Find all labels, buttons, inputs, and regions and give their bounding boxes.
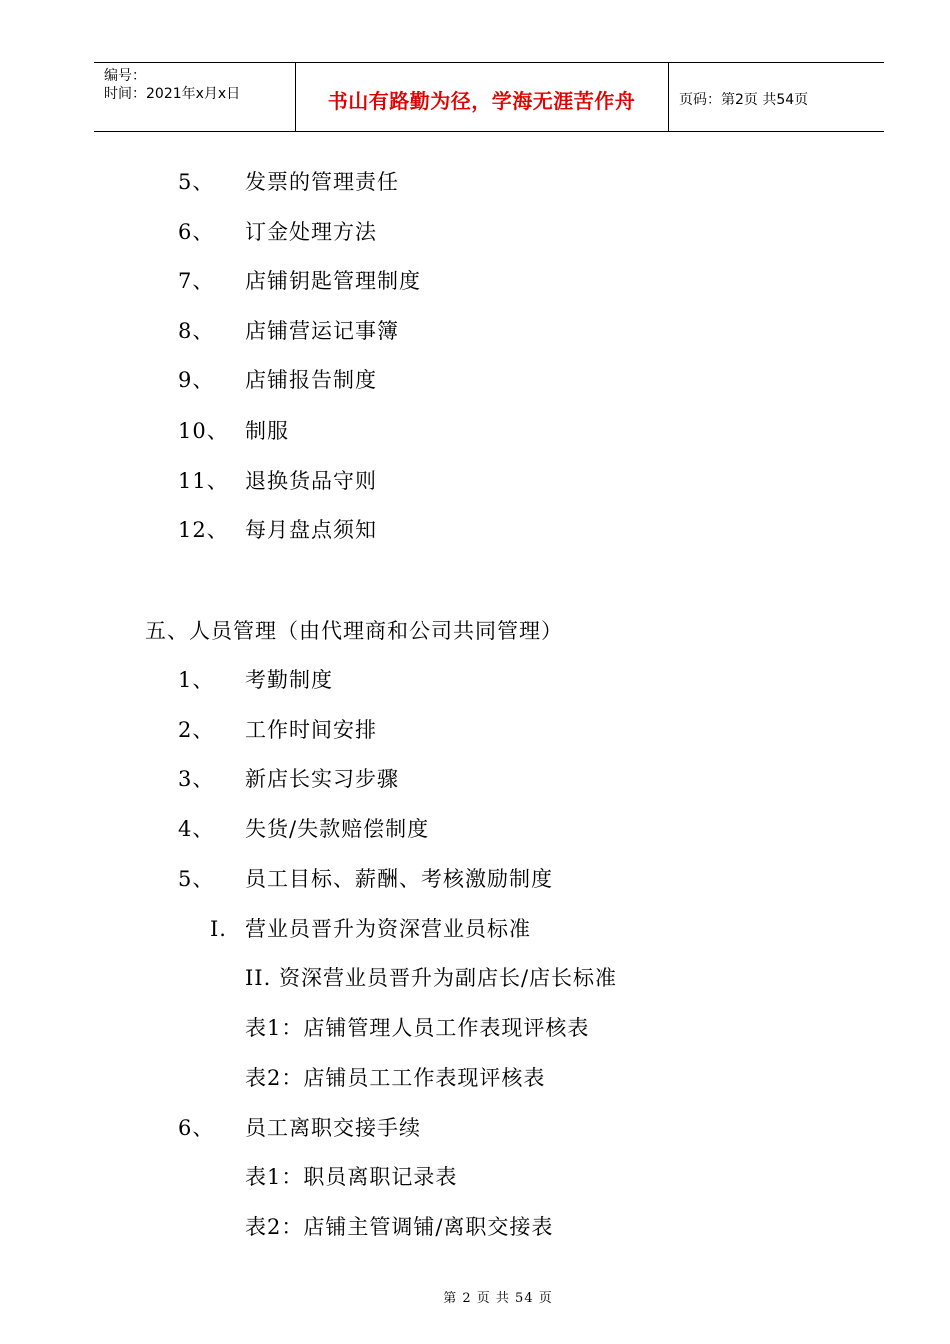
item-number: 8、 [178, 319, 215, 343]
table-reference: 表2：店铺主管调铺/离职交接表 [245, 1215, 554, 1239]
item-number: 6、 [178, 220, 215, 244]
item-number: 7、 [178, 269, 215, 293]
item-text: 订金处理方法 [245, 220, 377, 244]
item-text: 员工离职交接手续 [245, 1116, 421, 1140]
item-text: 考勤制度 [245, 668, 333, 692]
item-number: 4、 [178, 817, 215, 841]
item-text: 失货/失款赔偿制度 [245, 817, 430, 841]
header-page-cell [669, 63, 884, 131]
time-label: 时间：2021年x月x日 [104, 86, 241, 102]
item-text: 每月盘点须知 [245, 518, 377, 542]
sub-item-text: II. 资深营业员晋升为副店长/店长标准 [245, 966, 618, 990]
item-text: 工作时间安排 [245, 718, 377, 742]
item-text: 店铺营运记事簿 [245, 319, 399, 343]
item-number: 3、 [178, 767, 215, 791]
section-heading: 五、人员管理（由代理商和公司共同管理） [145, 619, 563, 643]
table-reference: 表1：职员离职记录表 [245, 1165, 458, 1189]
table-reference: 表2：店铺员工工作表现评核表 [245, 1066, 546, 1090]
page-header [94, 62, 884, 132]
item-number: 1、 [178, 668, 215, 692]
sub-item-number: I. [210, 917, 227, 941]
item-number: 6、 [178, 1116, 215, 1140]
item-text: 店铺钥匙管理制度 [245, 269, 421, 293]
item-number: 5、 [178, 867, 215, 891]
item-number: 12、 [178, 518, 229, 542]
header-motto-cell [295, 63, 669, 131]
item-text: 员工目标、薪酬、考核激励制度 [245, 867, 553, 891]
motto: 书山有路勤为径，学海无涯苦作舟 [327, 89, 636, 113]
item-text: 退换货品守则 [245, 469, 377, 493]
item-text: 制服 [245, 419, 289, 443]
page-footer: 第 2 页 共 54 页 [443, 1291, 553, 1306]
item-text: 店铺报告制度 [245, 368, 377, 392]
sub-item-text: 营业员晋升为资深营业员标准 [245, 917, 531, 941]
item-number: 11、 [178, 469, 229, 493]
table-reference: 表1：店铺管理人员工作表现评核表 [245, 1016, 590, 1040]
item-text: 新店长实习步骤 [245, 767, 399, 791]
number-label: 编号： [104, 68, 146, 84]
item-text: 发票的管理责任 [245, 170, 399, 194]
header-info-cell [94, 63, 296, 131]
item-number: 2、 [178, 718, 215, 742]
item-number: 9、 [178, 368, 215, 392]
item-number: 10、 [178, 419, 229, 443]
page-code: 页码：第2页 共54页 [679, 92, 809, 108]
item-number: 5、 [178, 170, 215, 194]
